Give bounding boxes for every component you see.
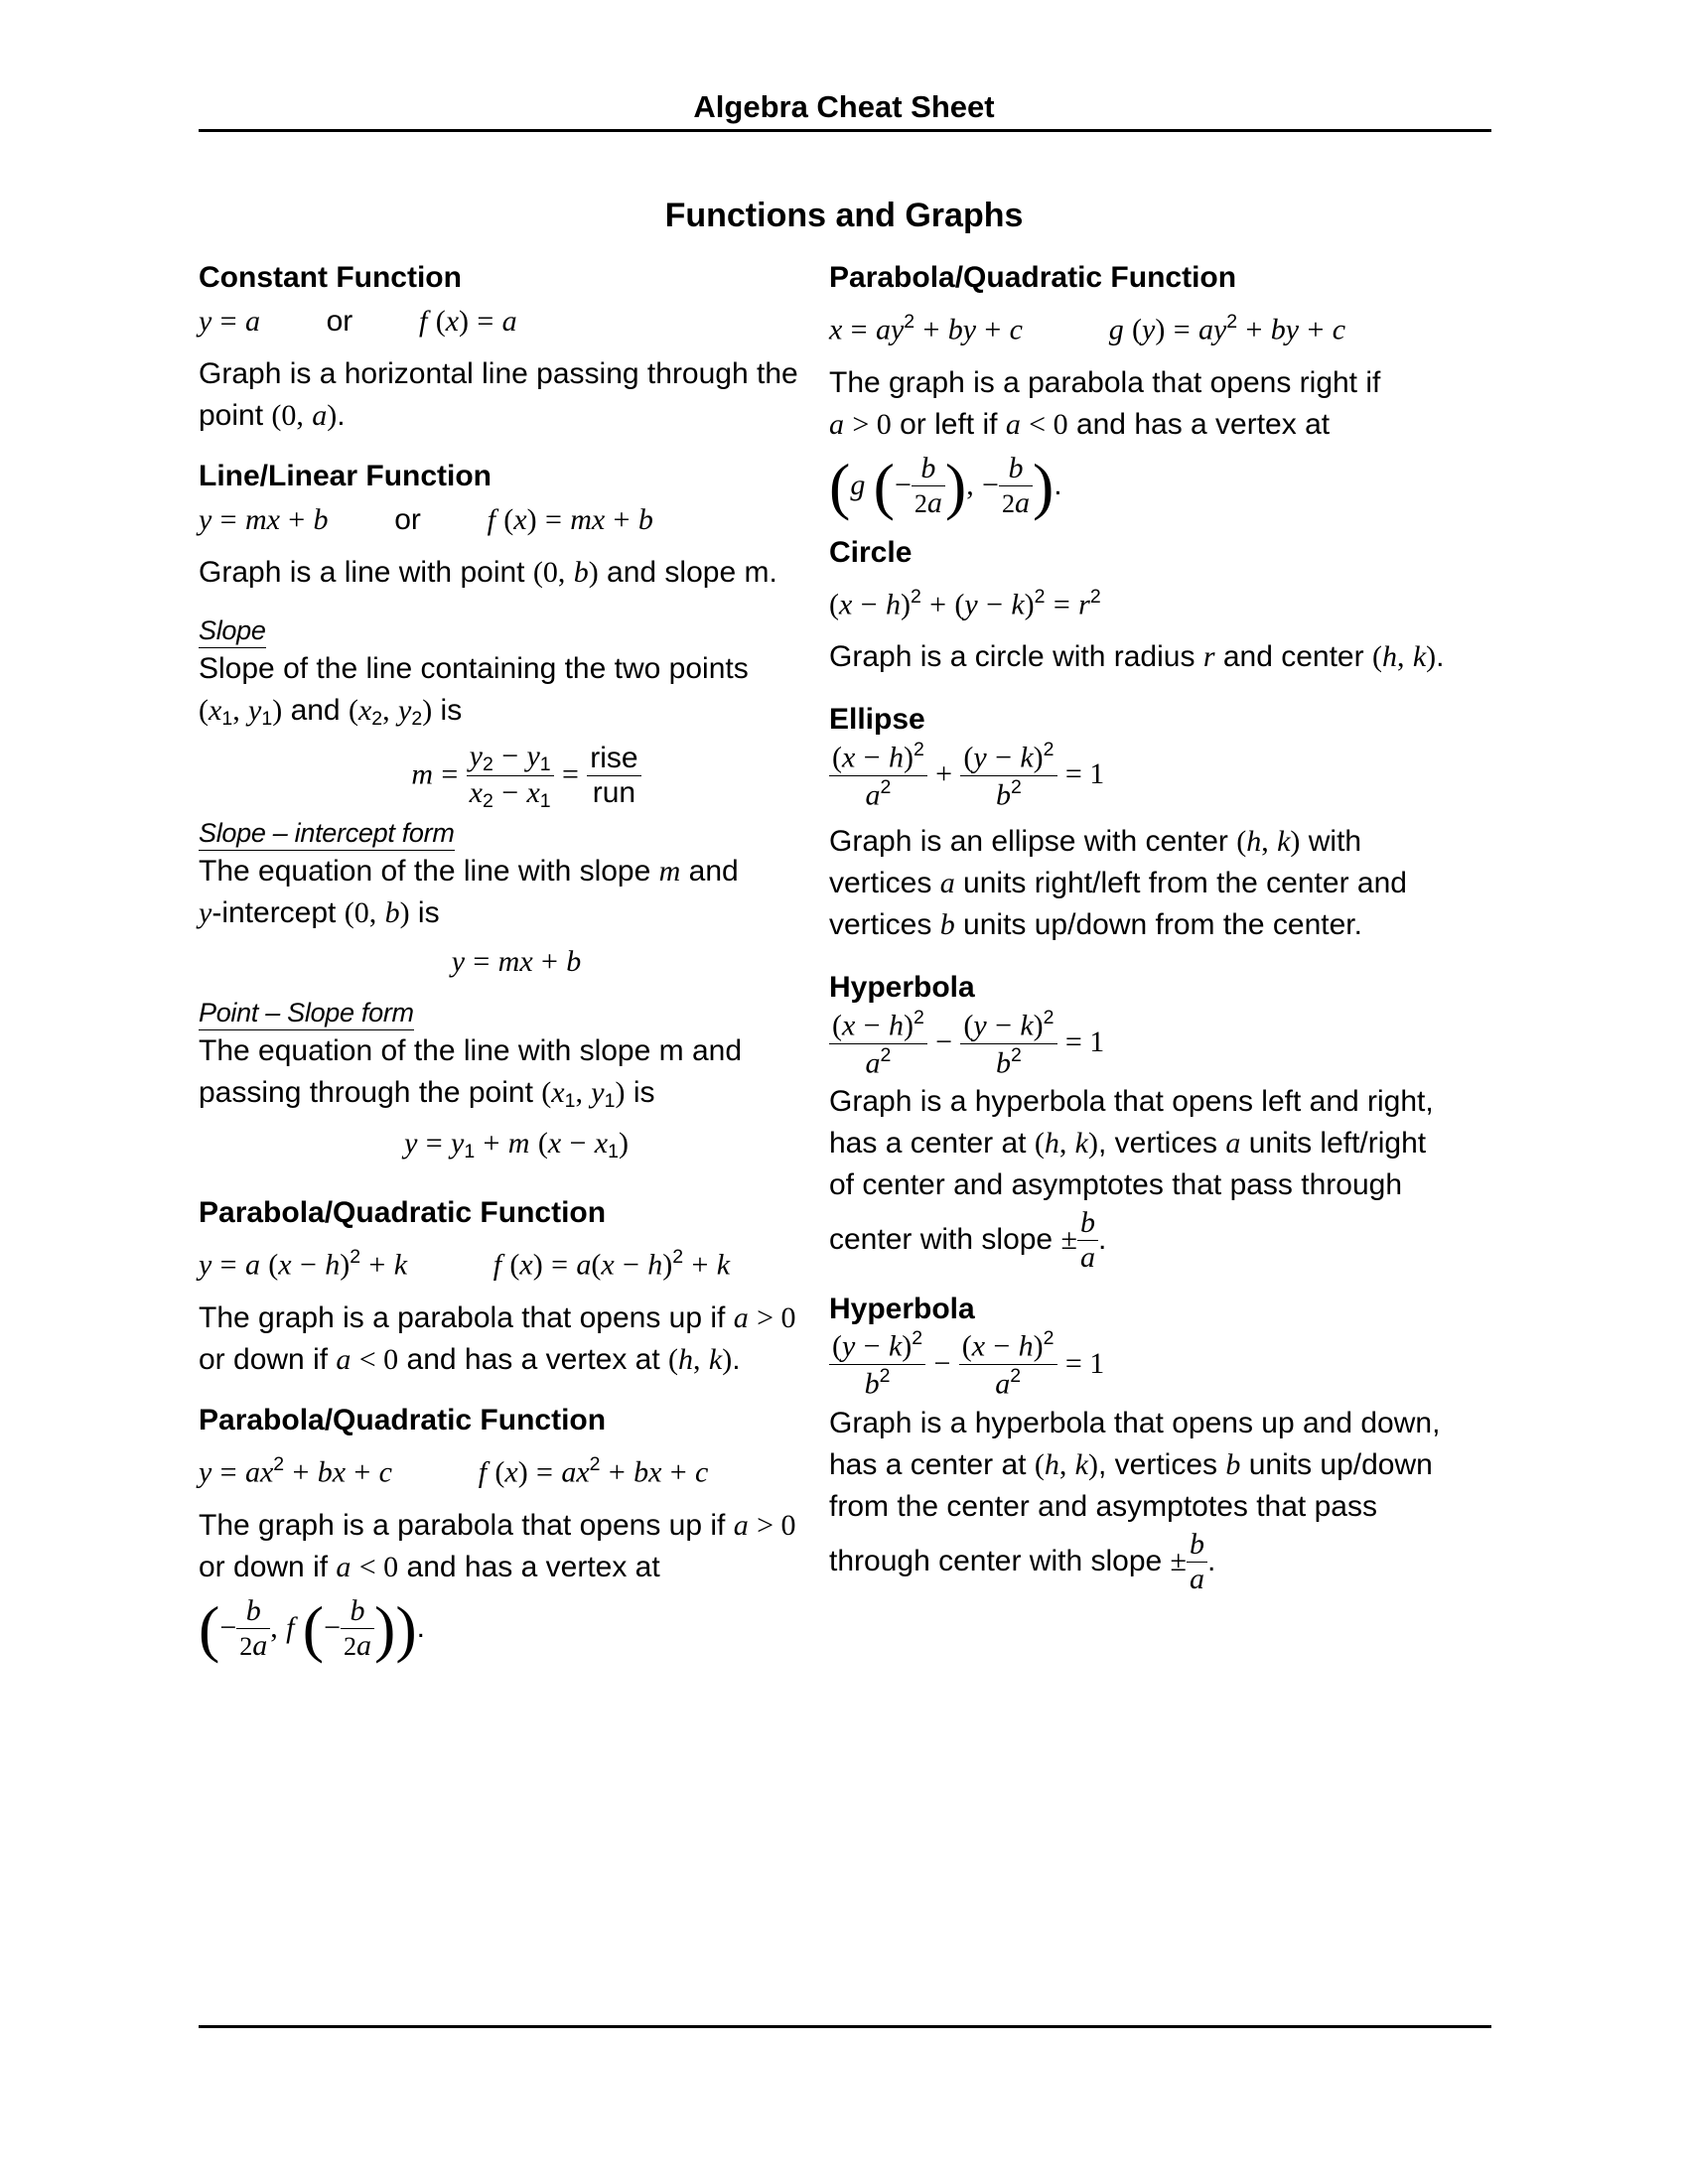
parabola-sideways-description: The graph is a parabola that opens right if a > 0 or left if a < 0 and has a vertex at [829,365,1381,441]
hyperbola-ud-title: Hyperbola [829,1292,975,1325]
hyperbola-ud-block [829,1292,1465,1597]
linear-function-title: Line/Linear Function [199,460,492,492]
point-slope-description: The equation of the line with slope m and passing through the point ($x_1$, $y_1$) is [199,1034,743,1113]
parabola-standard-block [199,1403,834,1668]
slope-intercept-formula: y = mx + b [451,945,582,979]
point-slope-subtitle: Point – Slope form [199,996,414,1030]
ellipse-description: Graph is an ellipse with center (h, k) with vertices a units right/left from the center and vertices b units up/down from the center. [829,825,1407,942]
right-column [829,260,1465,1597]
linear-function-description: Graph is a line with point (0, b) and slope m. [199,556,777,589]
circle-block [829,535,1465,679]
left-column [199,260,834,1668]
slope-block [199,614,834,812]
parabola-sideways-title: Parabola/Quadratic Function [829,261,1237,294]
footer-rule [199,2025,1491,2028]
ellipse-title: Ellipse [829,703,925,737]
parabola-standard-title: Parabola/Quadratic Function [199,1403,607,1436]
circle-title: Circle [829,535,913,569]
point-slope-block [199,996,834,1173]
constant-function-equation: y = a or f (x) = a [199,305,517,338]
hyperbola-lr-block [829,970,1465,1276]
parabola-sideways-block [829,260,1465,525]
hyperbola-ud-description: Graph is a hyperbola that opens up and down, has a center at (h, k), vertices b units up/down from the center and asymptotes that pass through center with slope ± $\frac{b}{a}$ . [829,1406,1441,1596]
hyperbola-lr-title: Hyperbola [829,971,975,1005]
parabola-standard-vertex: (− $\frac{b}{2a}$ , f (− $\frac{b}{2a}$ )). [199,1592,425,1664]
linear-function-block [199,459,834,594]
parabola-sideways-equation: $x = ay^2$ + by + c g $(y) = ay^2$ + by + c [829,311,1346,346]
linear-function-equation: y = mx + b or f (x) = mx + b [199,503,653,536]
hyperbola-lr-equation: $\frac{(x - h)^2}{a^2}$ − $\frac{(y - k)^2}{b^2}$ = 1 [829,1006,1465,1081]
section-title: Functions and Graphs [664,197,1024,234]
hyperbola-lr-description: Graph is a hyperbola that opens left and right, has a center at (h, k), vertices a units left/right of center and asymptotes that pass through center with slope ± $\frac{b}{a}$ . [829,1084,1434,1275]
slope-formula: m = $\frac{y_2 - y_1}{x_2 - x_1}$ = $\frac{\text{rise}}{\text{run}}$ [199,740,834,813]
parabola-sideways-vertex: (g (− $\frac{b}{2a}$ ), − $\frac{b}{2a}$ ). [829,450,1062,521]
constant-function-description: Graph is a horizontal line passing through the point (0, a). [199,357,798,432]
parabola-vertex-block [199,1195,834,1381]
parabola-vertex-description: The graph is a parabola that opens up if a > 0 or down if a < 0 and has a vertex at (h, k). [199,1300,796,1376]
slope-subtitle: Slope [199,614,266,648]
page-header-title: Algebra Cheat Sheet [693,89,995,124]
point-slope-formula: $y = y_1 + m$ $(x - x_1)$ [404,1127,629,1163]
parabola-standard-equation: $y = ax^2$ + bx + c f $(x) = ax^2$ + bx + c [199,1452,709,1489]
constant-function-title: Constant Function [199,261,462,294]
slope-intercept-subtitle: Slope – intercept form [199,816,455,851]
parabola-vertex-equation: y = a $(x - h)^2 + k$ f $(x) = a(x - h)^2 + k$ [199,1246,731,1282]
hyperbola-ud-equation: $\frac{(y - k)^2}{b^2}$ − $\frac{(x - h)^2}{a^2}$ = 1 [829,1327,1465,1403]
ellipse-equation: $\frac{(x - h)^2}{a^2}$ + $\frac{(y - k)^2}{b^2}$ = 1 [829,738,1465,813]
slope-description: Slope of the line containing the two points ($x_1$, $y_1$) and ($x_2$, $y_2$) is [199,652,749,730]
circle-description: Graph is a circle with radius r and center (h, k). [829,640,1445,674]
slope-intercept-description: The equation of the line with slope m and y-intercept (0, b) is [199,855,739,930]
circle-equation: $(x - h)^2 + (y - k)^2 = r^2$ [829,585,1101,621]
constant-function-block [199,260,834,437]
header-rule [199,129,1491,132]
ellipse-block [829,702,1465,946]
slope-intercept-block [199,816,834,984]
parabola-standard-description: The graph is a parabola that opens up if a > 0 or down if a < 0 and has a vertex at [199,1508,796,1583]
parabola-vertex-title: Parabola/Quadratic Function [199,1196,607,1230]
